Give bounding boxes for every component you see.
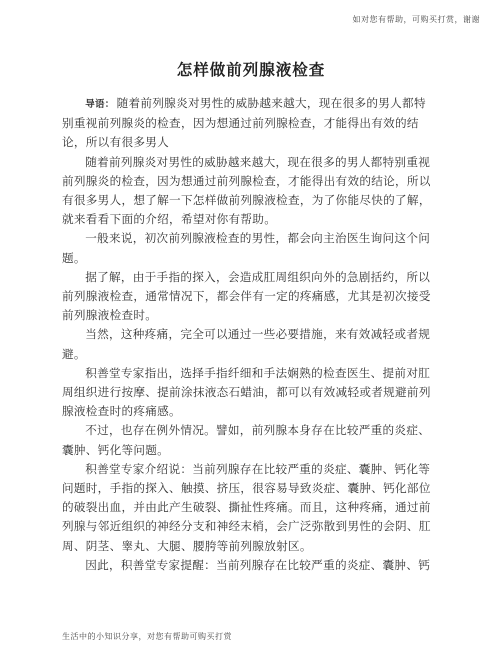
- paragraph: 积善堂专家介绍说：当前列腺存在比较严重的炎症、囊肿、钙化等问题时，手指的探入、触摸、挤压，很容易导致炎症、囊肿、钙化部位的破裂出血，并由此产生破裂、撕扯性疼痛。而且，这种疼痛，通过前列腺与邻近组织的神经分支和神经末梢，会广泛弥散到男性的会阴、肛周、阴茎、睾丸、大腿、腰胯等前列腺放射区。: [62, 461, 431, 553]
- footer-note: 生活中的小知识分享，对您有帮助可购买打赏: [62, 632, 232, 641]
- intro-paragraph: [62, 94, 434, 153]
- paragraph: 据了解，由于手指的探入，会造成肛周组织向外的急剧括约，所以前列腺液检查，通常情况下，都会伴有一定的疼痛感，尤其是初次接受前列腺液检查时。: [62, 269, 431, 323]
- paragraph: 当然，这种疼痛，完全可以通过一些必要措施，来有效减轻或者规避。: [62, 327, 431, 361]
- paragraph: 因此，积善堂专家提醒：当前列腺存在比较严重的炎症、囊肿、钙: [85, 557, 431, 572]
- paragraph: 一般来说，初次前列腺液检查的男性，都会向主治医生询问这个问题。: [62, 231, 431, 265]
- paragraph: 不过，也存在例外情况。譬如，前列腺本身存在比较严重的炎症、囊肿、钙化等问题。: [62, 423, 431, 457]
- page-title: 怎样做前列腺液检查: [176, 61, 326, 79]
- document-body: [62, 94, 434, 575]
- intro-text: 随着前列腺炎对男性的威胁越来越大，现在很多的男人都特别重视前列腺炎的检查，因为想通过前列腺检查，才能得出有效的结论，所以有很多男人: [62, 96, 426, 150]
- paragraph: 随着前列腺炎对男性的威胁越来越大，现在很多的男人都特别重视前列腺炎的检查，因为想通过前列腺检查，才能得出有效的结论，所以有很多男人，想了解一下怎样做前列腺液检查，为了你能尽快的了解，就来看看下面的介绍，希望对你有帮助。: [62, 154, 431, 227]
- header-note: 如对您有帮助，可购买打赏，谢谢: [352, 15, 480, 24]
- paragraph: 积善堂专家指出，选择手指纤细和手法娴熟的检查医生、提前对肛周组织进行按摩、提前涂抹液态石蜡油，都可以有效减轻或者规避前列腺液检查时的疼痛感。: [62, 365, 431, 419]
- intro-label: 导语：: [85, 99, 115, 110]
